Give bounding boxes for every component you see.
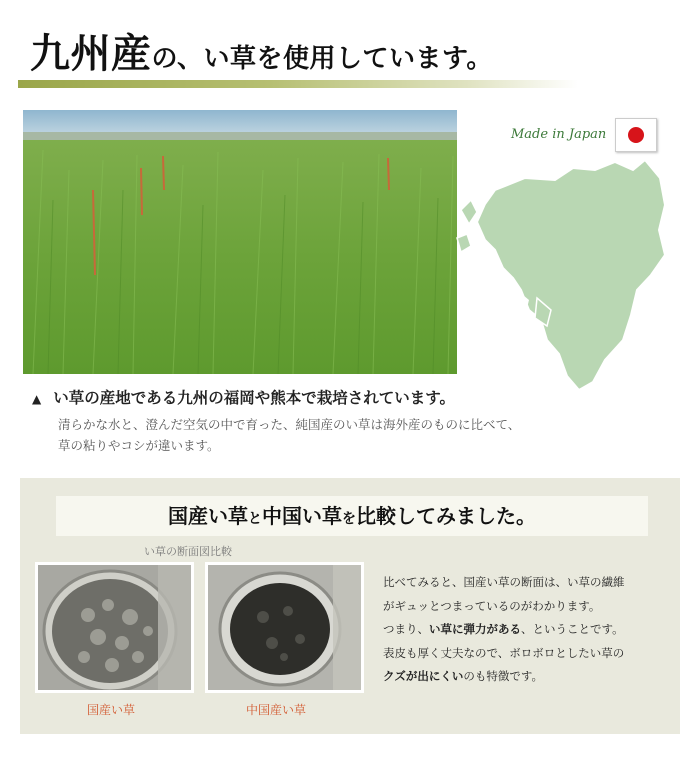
domestic-rush-cross-section-image [35,562,194,693]
comparison-panel [20,478,680,734]
comparison-line: クズが出にくいのも特徴です。 [383,669,543,683]
comparison-description [383,571,673,689]
elasticity-emphasis: い草に弾力がある [429,622,521,636]
headline-kyushu: 九州産 [30,30,152,77]
page-headline [30,22,493,79]
chinese-rush-caption: 中国産い草 [246,703,307,717]
comparison-title: 国産い草と中国い草を比較してみました。 [168,504,536,528]
production-area-description [58,414,658,456]
comparison-line: つまり、い草に弾力がある、ということです。 [383,622,624,636]
cross-section-label: い草の断面図比較 [144,545,232,558]
headline-no: の、 [151,44,204,74]
made-in-japan-label: Made in Japan [511,127,607,142]
description-line: 草の粘りやコシが違います。 [58,438,220,453]
headline-underline [18,80,578,88]
rush-field-photo [23,110,457,374]
comparison-title-bar [56,496,648,536]
chinese-rush-cross-section-image [205,562,364,693]
comparison-line: 比べてみると、国産い草の断面は、い草の繊維 [383,575,625,589]
description-line: 清らかな水と、澄んだ空気の中で育った、純国産のい草は海外産のものに比べて、 [58,417,521,432]
domestic-rush-caption: 国産い草 [87,703,136,717]
triangle-up-icon: ▲ [32,392,42,406]
production-area-title: い草の産地である九州の福岡や熊本で栽培されています。 [53,389,455,407]
headline-rest: い草を使用しています。 [203,44,493,74]
kyushu-map-icon [455,150,680,400]
japan-flag-icon [615,118,657,152]
comparison-line: がギュッとつまっているのがわかります。 [383,598,601,613]
less-debris-emphasis: クズが出にくい [383,669,464,683]
comparison-line: 表皮も厚く丈夫なので、ボロボロとしたい草の [383,645,625,660]
production-area-heading [32,386,455,408]
